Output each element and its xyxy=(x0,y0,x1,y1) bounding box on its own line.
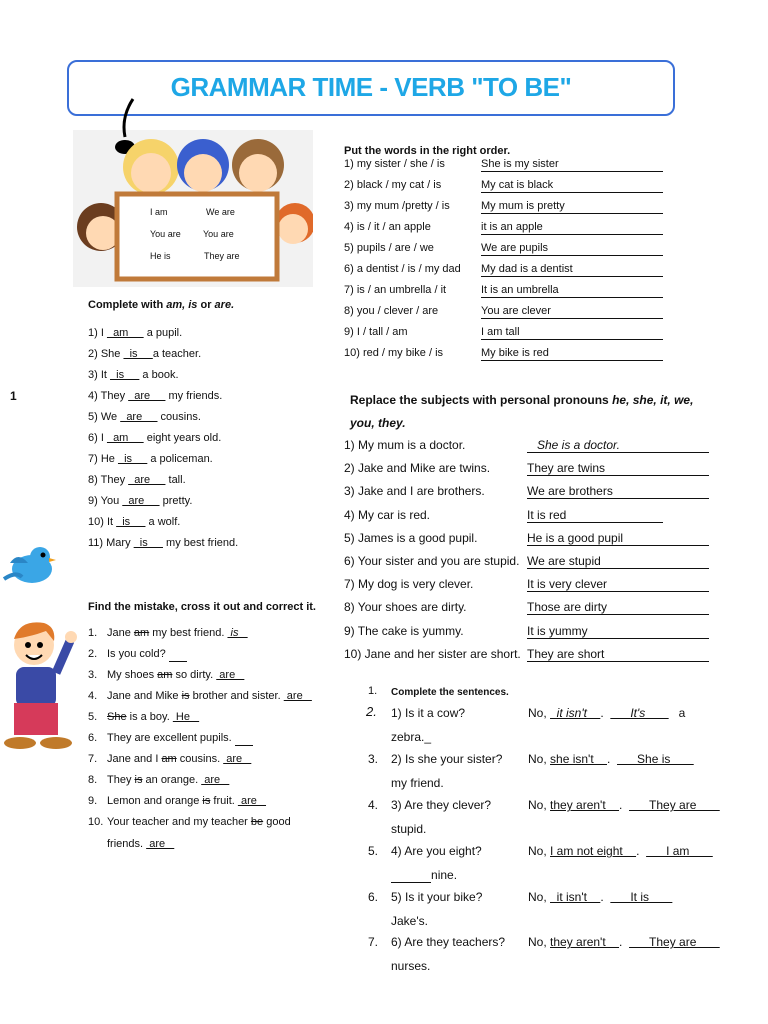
answer-part: it isn't xyxy=(550,890,601,904)
item-text: brother and sister. xyxy=(189,690,284,702)
board-cell: You are xyxy=(203,229,234,239)
list-item xyxy=(107,690,312,703)
item-answer: are xyxy=(122,495,160,507)
list-item xyxy=(107,648,187,662)
list-item-continued: zebra._ xyxy=(391,730,432,744)
list-item: 5) pupils / are / we xyxy=(344,242,434,254)
list-item: 2) black / my cat / is xyxy=(344,179,442,191)
list-item: 3) Jake and I are brothers. xyxy=(344,484,485,499)
item-rest: tall. xyxy=(165,474,186,486)
item-answer: We are pupils xyxy=(481,242,663,256)
answer-no: No, xyxy=(528,844,551,858)
list-item xyxy=(107,732,253,746)
list-item: 6) a dentist / is / my dad xyxy=(344,263,461,275)
list-item: 5) James is a good pupil. xyxy=(344,530,478,545)
item-answer: He is a good pupil xyxy=(527,531,709,546)
correction: are xyxy=(237,795,267,807)
item-number: 8. xyxy=(88,774,98,786)
list-item-continued xyxy=(391,868,457,883)
item-rest: my friends. xyxy=(165,390,223,402)
list-item xyxy=(88,474,186,487)
item-answer: is xyxy=(133,537,163,549)
list-item: 9) The cake is yummy. xyxy=(344,623,464,638)
crossed-word: am xyxy=(161,753,177,765)
crossed-word: is xyxy=(134,774,143,786)
item-prompt: 3) It xyxy=(88,369,111,381)
list-item: 1) My mum is a doctor. xyxy=(344,438,466,452)
item-prompt: 1) I xyxy=(88,327,107,339)
item-number: 3. xyxy=(368,752,379,766)
answer-part: she isn't xyxy=(550,752,607,766)
item-number: 7. xyxy=(368,935,379,949)
crossed-word: is xyxy=(181,690,190,702)
item-prompt: 2) She xyxy=(88,348,124,360)
item-text: They xyxy=(107,774,135,786)
answer-no: No, xyxy=(528,706,551,720)
list-item xyxy=(88,348,201,361)
answer-part: I am not eight xyxy=(550,844,637,858)
answer-part: they aren't xyxy=(550,935,620,949)
item-text: Is you cold? xyxy=(107,648,169,660)
crossed-word: is xyxy=(202,795,211,807)
list-item-continued xyxy=(107,838,174,851)
item-text: good xyxy=(263,816,291,828)
item-rest: a wolf. xyxy=(145,516,181,528)
item-answer: They are short xyxy=(527,647,709,662)
list-item: 7) is / an umbrella / it xyxy=(344,284,447,296)
item-rest: a pupil. xyxy=(143,327,183,339)
item-answer: We are stupid xyxy=(527,554,709,569)
answer-part: it isn't xyxy=(550,706,601,720)
correction: are xyxy=(146,838,175,850)
item-prompt: 11) Mary xyxy=(88,537,134,549)
list-item: 6) Are they teachers? xyxy=(391,935,506,949)
item-answer: are xyxy=(128,474,166,486)
item-text: Jane xyxy=(107,627,134,639)
item-answer: is xyxy=(117,453,148,465)
item-answer: They are twins xyxy=(527,461,709,476)
item-text: cousins. xyxy=(176,753,224,765)
item-number: 3. xyxy=(88,669,98,681)
item-number: 9. xyxy=(88,795,98,807)
answer-dot: . xyxy=(636,844,647,858)
answer-part: I am xyxy=(646,844,713,858)
item-prompt: 5) We xyxy=(88,411,121,423)
crossed-word: be xyxy=(250,816,264,828)
correction: are xyxy=(283,690,312,702)
item-answer: It is very clever xyxy=(527,577,709,592)
list-item-continued: Jake's. xyxy=(391,914,428,928)
item-answer: is xyxy=(123,348,153,360)
item-number: 4. xyxy=(368,798,379,812)
item-rest: a teacher. xyxy=(152,348,202,360)
board-cell: They are xyxy=(204,251,240,261)
crossed-word: She xyxy=(107,711,127,723)
crossed-word: am xyxy=(133,627,150,639)
item-answer: She is my sister xyxy=(481,158,663,172)
item-answer: My bike is red xyxy=(481,347,663,361)
list-item: 4) is / it / an apple xyxy=(344,221,431,233)
list-item: 8) Your shoes are dirty. xyxy=(344,600,467,615)
section5-heading: Complete the sentences. xyxy=(391,687,509,698)
board-cell: I am xyxy=(150,207,168,217)
answer-part: She is xyxy=(617,752,694,766)
item-rest: cousins. xyxy=(157,411,201,423)
list-item: 2) Jake and Mike are twins. xyxy=(344,461,491,476)
item-answer-line xyxy=(528,935,720,949)
item-prompt: 4) They xyxy=(88,390,129,402)
item-text: an orange. xyxy=(142,774,202,786)
answer-dot: . xyxy=(619,935,630,949)
item-answer: My cat is black xyxy=(481,179,663,193)
item-text: is a boy. xyxy=(126,711,173,723)
answer-dot: . xyxy=(619,798,630,812)
item-answer: You are clever xyxy=(481,305,663,319)
item-text: Lemon and orange xyxy=(107,795,203,807)
item-answer: are xyxy=(128,390,166,402)
item-answer-line xyxy=(528,706,685,720)
answer-dot: . xyxy=(600,890,611,904)
list-item xyxy=(107,753,251,766)
correction: are xyxy=(201,774,230,786)
item-answer: My mum is pretty xyxy=(481,200,663,214)
correction: He xyxy=(172,711,200,723)
list-item: 10) red / my bike / is xyxy=(344,347,444,359)
list-item: 3) my mum /pretty / is xyxy=(344,200,450,212)
item-number: 4. xyxy=(88,690,98,702)
list-item xyxy=(107,711,199,724)
list-item: 4) My car is red. xyxy=(344,507,431,522)
item-rest: eight years old. xyxy=(143,432,222,444)
item-rest: a policeman. xyxy=(147,453,213,465)
list-item: 6) Your sister and you are stupid. xyxy=(344,554,520,568)
item-text: my best friend. xyxy=(149,627,228,639)
board-text xyxy=(120,194,270,274)
item-answer: It is yummy xyxy=(527,624,709,639)
item-answer: She is a doctor. xyxy=(527,438,709,453)
item-answer: We are brothers xyxy=(527,484,709,499)
section4-heading: Find the mistake, cross it out and correct it. xyxy=(88,601,316,613)
list-item: 2) Is she your sister? xyxy=(391,752,503,766)
item-prompt: 9) You xyxy=(88,495,123,507)
list-item xyxy=(107,795,266,808)
list-item: 9) I / tall / am xyxy=(344,326,408,338)
item-answer: it is an apple xyxy=(481,221,663,235)
item-answer: It is an umbrella xyxy=(481,284,663,298)
item-rest: pretty. xyxy=(159,495,193,507)
boy-illustration xyxy=(0,617,80,752)
item-rest: my best friend. xyxy=(162,537,239,549)
list-item-continued: nurses. xyxy=(391,959,431,973)
item-answer: am xyxy=(106,327,144,339)
item-answer: It is red xyxy=(527,508,663,523)
list-item-continued: my friend. xyxy=(391,776,444,790)
item-answer: I am tall xyxy=(481,326,663,340)
board-cell: You are xyxy=(150,229,181,239)
list-item xyxy=(88,369,179,382)
item-text: Jane and I xyxy=(107,753,162,765)
section5-number: 1. xyxy=(368,685,378,697)
item-number: 2. xyxy=(88,648,98,660)
list-item: 1) my sister / she / is xyxy=(344,158,445,170)
item-answer-line xyxy=(528,844,713,858)
list-item xyxy=(88,390,222,403)
list-item xyxy=(88,327,182,340)
answer-part: It is xyxy=(610,890,673,904)
item-number: 10. xyxy=(88,816,104,828)
list-item: 7) My dog is very clever. xyxy=(344,577,474,592)
list-item xyxy=(107,774,229,787)
answer-dot: . xyxy=(600,706,611,720)
list-item xyxy=(88,537,238,550)
list-item: 10) Jane and her sister are short. xyxy=(344,646,521,661)
board-cell: We are xyxy=(206,207,235,217)
list-item xyxy=(107,669,244,682)
list-item-continued: stupid. xyxy=(391,822,427,836)
item-answer-line xyxy=(528,798,720,812)
section3-heading-line2: you, they. xyxy=(350,416,406,430)
list-item xyxy=(88,495,192,508)
item-text: They are excellent pupils. xyxy=(107,732,235,744)
item-text: nine. xyxy=(431,868,458,882)
section2-heading: Put the words in the right order. xyxy=(344,145,511,157)
answer-no: No, xyxy=(528,752,551,766)
item-number: 6. xyxy=(368,890,379,904)
item-number: 5. xyxy=(368,844,379,858)
item-answer-line xyxy=(528,890,672,904)
item-answer: is xyxy=(116,516,146,528)
answer-no: No, xyxy=(528,890,551,904)
list-item xyxy=(107,627,248,640)
correction: are xyxy=(216,669,245,681)
item-answer: am xyxy=(106,432,144,444)
answer-no: No, xyxy=(528,935,551,949)
item-text: so dirty. xyxy=(172,669,217,681)
list-item xyxy=(88,432,221,445)
item-answer: is xyxy=(110,369,140,381)
correction: are xyxy=(223,753,252,765)
answer-blank xyxy=(169,648,187,662)
item-prompt: 8) They xyxy=(88,474,129,486)
answer-blank xyxy=(391,868,431,883)
item-answer-line xyxy=(528,752,694,766)
item-prompt: 10) It xyxy=(88,516,117,528)
page-number: 1 xyxy=(10,389,17,403)
crossed-word: am xyxy=(157,669,173,681)
item-number: 1. xyxy=(88,627,98,639)
item-text: My shoes xyxy=(107,669,158,681)
item-number: 7. xyxy=(88,753,98,765)
list-item xyxy=(88,516,180,529)
answer-part: They are xyxy=(629,935,720,949)
item-number: 2. xyxy=(366,704,377,719)
item-text: friends. xyxy=(107,838,147,850)
item-text: fruit. xyxy=(210,795,238,807)
list-item xyxy=(88,411,201,424)
list-item xyxy=(88,453,213,466)
section3-heading-line1: Replace the subjects with personal pronouns he, she, it, we, xyxy=(350,393,694,407)
answer-no: No, xyxy=(528,798,551,812)
list-item: 1) Is it a cow? xyxy=(391,706,466,720)
item-text: Your teacher and my teacher xyxy=(107,816,251,828)
bird-illustration xyxy=(0,541,60,591)
item-number: 6. xyxy=(88,732,98,744)
item-prompt: 6) I xyxy=(88,432,107,444)
list-item: 4) Are you eight? xyxy=(391,844,482,858)
answer-blank xyxy=(235,732,253,746)
item-answer: are xyxy=(120,411,158,423)
item-answer: Those are dirty xyxy=(527,600,709,615)
correction: is xyxy=(227,627,248,639)
item-text: Jane and Mike xyxy=(107,690,182,702)
answer-tail: a xyxy=(668,706,686,720)
answer-part: they aren't xyxy=(550,798,620,812)
item-number: 5. xyxy=(88,711,98,723)
list-item: 8) you / clever / are xyxy=(344,305,439,317)
answer-part: They are xyxy=(629,798,720,812)
item-prompt: 7) He xyxy=(88,453,118,465)
item-rest: a book. xyxy=(139,369,179,381)
item-answer: My dad is a dentist xyxy=(481,263,663,277)
list-item: 5) Is it your bike? xyxy=(391,890,483,904)
list-item xyxy=(107,816,291,829)
answer-part: It's xyxy=(610,706,669,720)
section1-heading: Complete with am, is or are. xyxy=(88,299,235,311)
board-cell: He is xyxy=(150,251,171,261)
page-title: GRAMMAR TIME - VERB "TO BE" xyxy=(170,72,572,102)
list-item: 3) Are they clever? xyxy=(391,798,492,812)
answer-dot: . xyxy=(607,752,618,766)
